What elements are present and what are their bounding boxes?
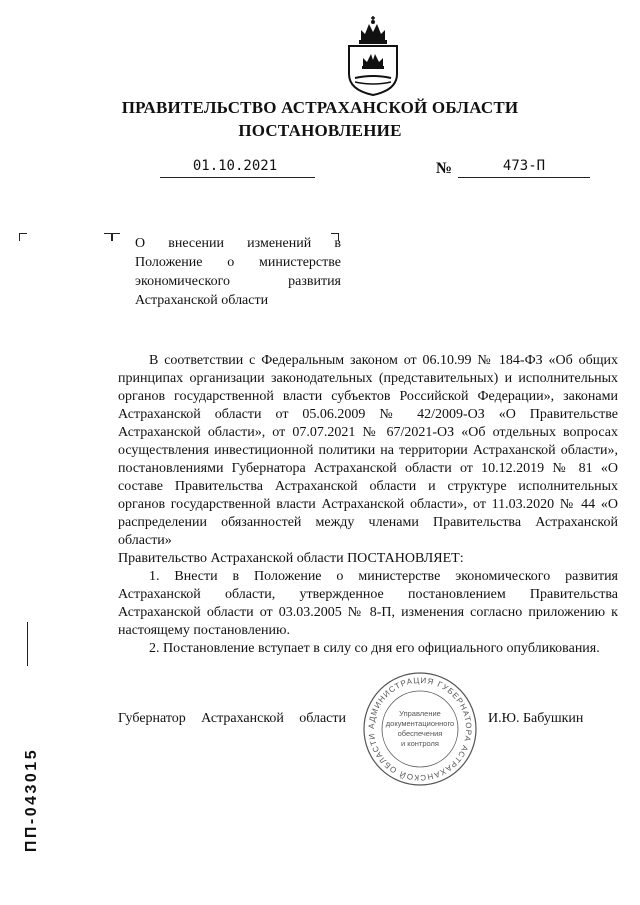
number-underline (458, 177, 590, 178)
resolve-paragraph: Правительство Астраханской области ПОСТАНОВЛЯЕТ: (118, 551, 464, 566)
date-underline (160, 177, 315, 178)
document-subject: О внесении изменений в Положение о министерстве экономического развития Астраханской области (135, 236, 341, 308)
number-sign: № (436, 160, 453, 177)
corner-bracket (19, 233, 27, 241)
preamble-paragraph: В соответствии с Федеральным законом от 06.10.99 № 184-ФЗ «Об общих принципах организации законодательных (представительных) и исполнительных органов государственной власти субъектов Российской Федерации», законами Астраханской области от 05.06.2009 № 42/2009-ОЗ «О Правительстве Астраханской области», от 07.07.2021 № 67/2021-ОЗ «Об отдельных вопросах осуществления инвестиционной политики на территории Астраханской области», постановлениями Губернатора Астраханской области от 10.12.2019 № 81 «О составе Правительства Астраханской области и структуре исполнительных органов государственной власти Астраханской области», от 11.03.2020 № 44 «О распределении обязанностей между членами Правительства Астраханской области» (118, 353, 618, 548)
document-number: 473-П (502, 158, 546, 174)
item-1-paragraph: 1. Внести в Положение о министерстве экономического развития Астраханской области, утвержденное постановлением Правительства Астраханской области от 03.03.2005 № 8-П, изменения согласно приложению к настоящему постановлению. (118, 569, 618, 638)
margin-mark (27, 622, 28, 666)
signatory-position: Губернатор Астраханской области (118, 711, 346, 726)
side-serial-number (2, 730, 62, 870)
signatory-name: И.Ю. Бабушкин (488, 711, 584, 726)
corner-bracket (104, 233, 112, 241)
official-stamp (361, 670, 479, 788)
item-2-paragraph: 2. Постановление вступает в силу со дня его официального опубликования. (149, 641, 600, 656)
document-date: 01.10.2021 (192, 158, 278, 174)
document-body (118, 352, 618, 658)
stamp-outer-text: АДМИНИСТРАЦИЯ ГУБЕРНАТОРА АСТРАХАНСКОЙ ОБЛАСТИ (366, 675, 474, 783)
government-title: ПРАВИТЕЛЬСТВО АСТРАХАНСКОЙ ОБЛАСТИ (121, 98, 519, 117)
stamp-line-4: и контроля (400, 739, 440, 748)
side-serial-text: ПП-043015 (23, 747, 40, 853)
stamp-line-1: Управление (399, 709, 441, 718)
stamp-line-3: обеспечения (397, 729, 443, 738)
document-type: ПОСТАНОВЛЕНИЕ (238, 121, 402, 140)
corner-bracket (112, 233, 120, 241)
stamp-line-2: документационного (385, 719, 455, 728)
coat-of-arms-icon (345, 16, 401, 96)
